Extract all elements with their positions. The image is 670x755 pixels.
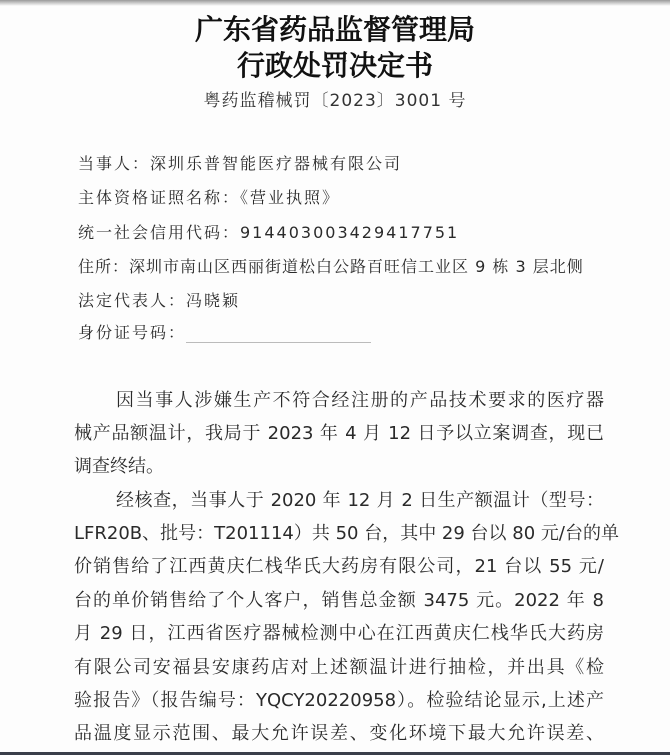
paragraph2-line: 品温度显示范围、最大允许误差、变化环境下最大允许误差、 [74, 723, 604, 744]
top-shadow [0, 0, 670, 6]
paragraph2-line: LFR20B、批号：T201114）共 50 台，其中 29 台以 80 元/台的单 [74, 523, 619, 544]
paragraph2-line: 价销售给了江西黄庆仁栈华氏大药房有限公司，21 台以 55 元/ [74, 556, 604, 577]
paragraph1-line: 械产品额温计，我局于 2023 年 4 月 12 日予以立案调查，现已 [74, 423, 604, 444]
id-number-row [78, 320, 371, 343]
paragraph2-line: 验报告》（报告编号：YQCY20220958）。检验结论显示,上述产 [74, 690, 604, 711]
paragraph2-line: 台的单价销售给了个人客户，销售总金额 3475 元。2022 年 8 [74, 590, 604, 611]
id-number-label: 身份证号码： [78, 323, 187, 342]
document-title: 行政处罚决定书 [236, 49, 433, 82]
credit-code: 统一社会信用代码：914403003429417751 [78, 223, 460, 242]
paragraph2-line: 经核查，当事人于 2020 年 12 月 2 日生产额温计（型号： [116, 490, 604, 511]
id-number-redacted [186, 322, 371, 343]
legal-representative: 法定代表人：冯晓颖 [78, 291, 241, 310]
paragraph2-line: 月 29 日，江西省医疗器械检测中心在江西黄庆仁栈华氏大药房 [74, 623, 604, 644]
address: 住所：深圳市南山区西丽街道松白公路百旺信工业区 9 栋 3 层北侧 [78, 257, 584, 276]
paragraph2-line: 有限公司安福县安康药店对上述额温计进行抽检，并出具《检 [74, 657, 604, 678]
paragraph1-line: 因当事人涉嫌生产不符合经注册的产品技术要求的医疗器 [116, 390, 604, 411]
paragraph1-line: 调查终结。 [74, 456, 164, 477]
issuing-authority-title: 广东省药品监督管理局 [194, 13, 475, 46]
document-number: 粤药监稽械罚〔2023〕3001 号 [203, 91, 467, 111]
party-name: 当事人：深圳乐普智能医疗器械有限公司 [78, 154, 403, 173]
license-name: 主体资格证照名称：《营业执照》 [78, 188, 341, 207]
